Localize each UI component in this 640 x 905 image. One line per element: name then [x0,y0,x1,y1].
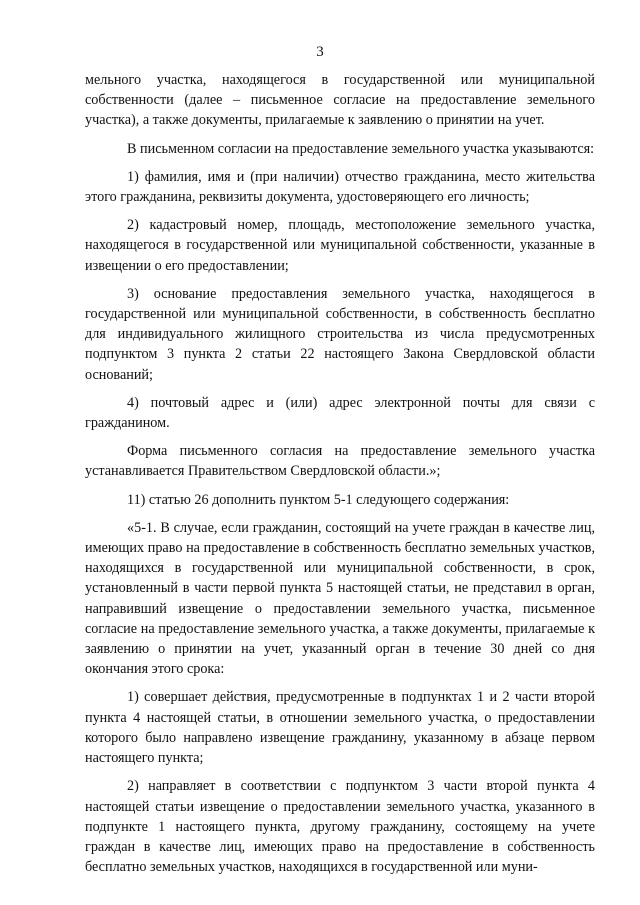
paragraph-item-2: 2) кадастровый номер, площадь, местоположение земельного участка, находящегося в государственной или муниципальной собственности, указанные в извещении о его предоставлении; [85,217,595,274]
paragraph-clause-5-1-item-2: 2) направляет в соответствии с подпунктом 3 части второй пункта 4 настоящей статьи извещение о предоставлении земельного участка, указанного в подпункте 1 настоящего пункта, другому гражданину, состоящему на учете граждан в качестве лиц, имеющих право на предоставление в собственность бесплатно земельных участков, находящихся в государственной или муни- [85,778,595,876]
paragraph-continuation: мельного участка, находящегося в государственной или муниципальной собственности (далее – письменное согласие на предоставление земельного участка), а также документы, прилагаемые к заявлению о принятии на учет. [85,72,595,129]
paragraph-item-3: 3) основание предоставления земельного участка, находящегося в государственной или муниципальной собственности, в собственность бесплатно для индивидуального жилищного строительства из числа предусмотренных подпунктом 3 пункта 2 статьи 22 настоящего Закона Свердловской области оснований; [85,285,595,383]
paragraph-amendment-11: 11) статью 26 дополнить пунктом 5-1 следующего содержания: [127,491,510,508]
paragraph-item-4: 4) почтовый адрес и (или) адрес электронной почты для связи с гражданином. [85,394,595,432]
document-body [85,70,595,885]
page-number: 3 [316,44,324,60]
paragraph-consent-form: Форма письменного согласия на предоставление земельного участка устанавливается Правительством Свердловской области.»; [85,443,595,480]
paragraph-clause-5-1: «5-1. В случае, если гражданин, состоящий на учете граждан в качестве лиц, имеющих право на предоставление в собственность бесплатно земельных участков, находящихся в государственной или муниципальной собственности, в срок, установленный в части первой пункта 5 настоящей статьи, не представил в орган, направивший извещение о предоставлении земельного участка, письменное согласие на предоставление земельного участка, а также документы, прилагаемые к заявлению о принятии на учет, указанный орган в течение 30 дней со дня окончания этого срока: [85,519,595,678]
paragraph-consent-contents-intro: В письменном согласии на предоставление земельного участка указываются: [127,140,595,157]
paragraph-clause-5-1-item-1: 1) совершает действия, предусмотренные в подпунктах 1 и 2 части второй пункта 4 настоящей статьи, в отношении земельного участка, о предоставлении которого было направлено извещение гражданину, указанному в абзаце первом настоящего пункта; [85,689,595,767]
paragraph-item-1: 1) фамилия, имя и (при наличии) отчество гражданина, место жительства этого гражданина, реквизиты документа, удостоверяющего его личность; [85,168,595,206]
